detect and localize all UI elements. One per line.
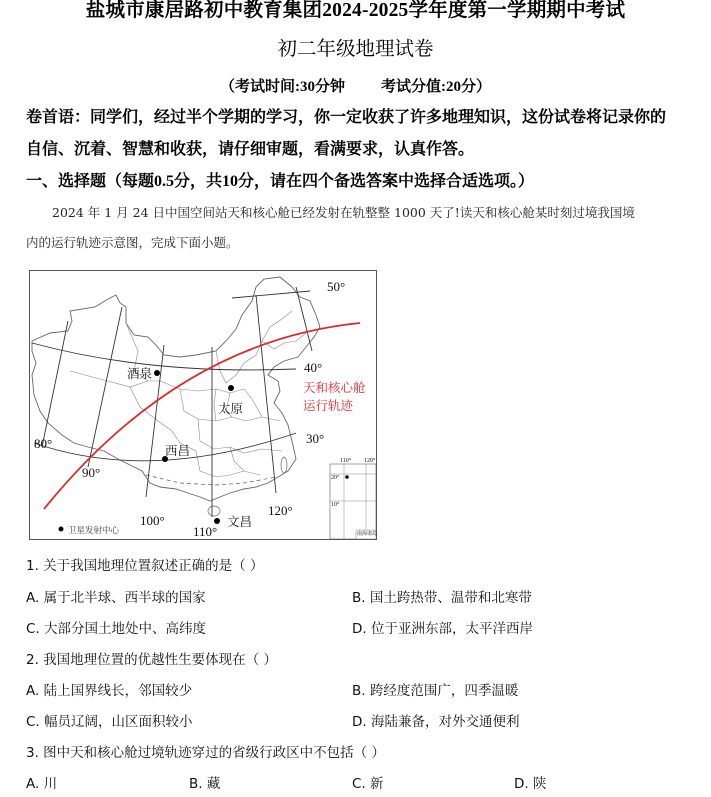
inset-lat-10: 10° [331, 502, 340, 508]
question-3-option-c[interactable]: C. 新 [352, 776, 384, 792]
question-1-option-b[interactable]: B. 国土跨热带、温带和北寒带 [352, 590, 532, 606]
intro-line-2: 自信、沉着、智慧和收获，请仔细审题，看满要求，认真作答。 [26, 141, 475, 158]
question-1-option-a[interactable]: A. 属于北半球、西半球的国家 [26, 590, 206, 606]
question-1-stem: 1. 关于我国地理位置叙述正确的是（ ） [26, 558, 264, 574]
city-label-jiuquan: 酒泉 [127, 367, 153, 381]
question-3-option-b[interactable]: B. 藏 [189, 776, 221, 792]
lon-label-90: 90° [82, 465, 101, 480]
lon-label-110: 110° [193, 524, 218, 539]
inset-lon-120: 120° [364, 458, 376, 464]
section-heading: 一、选择题（每题0.5分，共10分，请在四个备选答案中选择合适选项。） [26, 173, 535, 190]
exam-score: 考试分值:20分） [381, 79, 491, 95]
city-label-taiyuan: 太原 [218, 402, 244, 416]
inset-lon-110: 110° [340, 458, 352, 464]
lat-label-50: 50° [327, 279, 346, 294]
orbit-map-figure [29, 270, 377, 540]
exam-info [0, 77, 711, 97]
exam-title: 盐城市康居路初中教育集团2024-2025学年度第一学期期中考试 [85, 0, 626, 21]
lon-label-100: 100° [140, 513, 165, 528]
exam-time: （考试时间:30分钟 [220, 79, 345, 95]
question-2-option-b[interactable]: B. 跨经度范围广，四季温暖 [352, 683, 519, 699]
question-2-option-d[interactable]: D. 海陆兼备，对外交通便利 [352, 714, 520, 730]
question-3-option-a[interactable]: A. 川 [26, 776, 58, 792]
question-1-option-d[interactable]: D. 位于亚洲东部，太平洋西岸 [352, 621, 533, 637]
city-label-wenchang: 文昌 [227, 515, 253, 529]
question-2-option-c[interactable]: C. 幅员辽阔，山区面积较小 [26, 714, 193, 730]
city-label-xichang: 西昌 [165, 444, 191, 458]
orbit-label-line-1: 天和核心舱 [303, 381, 366, 395]
passage-line-1: 2024 年 1 月 24 日中国空间站天和核心舱已经发射在轨整整 1000 天了!读天和核心舱某时刻过境我国境 [52, 205, 635, 220]
intro-line-1: 卷首语：同学们，经过半个学期的学习，你一定收获了许多地理知识，这份试卷将记录你的 [26, 109, 667, 126]
lat-label-40: 40° [304, 360, 323, 375]
passage-line-2: 内的运行轨迹示意图，完成下面小题。 [26, 235, 239, 250]
question-3-option-d[interactable]: D. 陕 [514, 776, 547, 792]
orbit-label [303, 379, 366, 415]
question-2-stem: 2. 我国地理位置的优越性生要体现在（ ） [26, 652, 277, 668]
inset-lat-20: 20° [331, 475, 340, 481]
lon-label-120: 120° [268, 503, 293, 518]
inset-caption: 南海诸岛 [357, 532, 378, 537]
exam-subject-title: 初二年级地理试卷 [277, 39, 434, 60]
lon-label-80: 80° [34, 436, 53, 451]
map-legend-launch-center: 卫星发射中心 [68, 525, 120, 535]
question-2-option-a[interactable]: A. 陆上国界线长，邻国较少 [26, 683, 193, 699]
question-3-stem: 3. 图中天和核心舱过境轨迹穿过的省级行政区中不包括（ ） [26, 745, 385, 761]
question-1-option-c[interactable]: C. 大部分国土地处中、高纬度 [26, 621, 207, 637]
orbit-label-line-2: 运行轨迹 [303, 399, 354, 413]
lat-label-30: 30° [306, 431, 325, 446]
